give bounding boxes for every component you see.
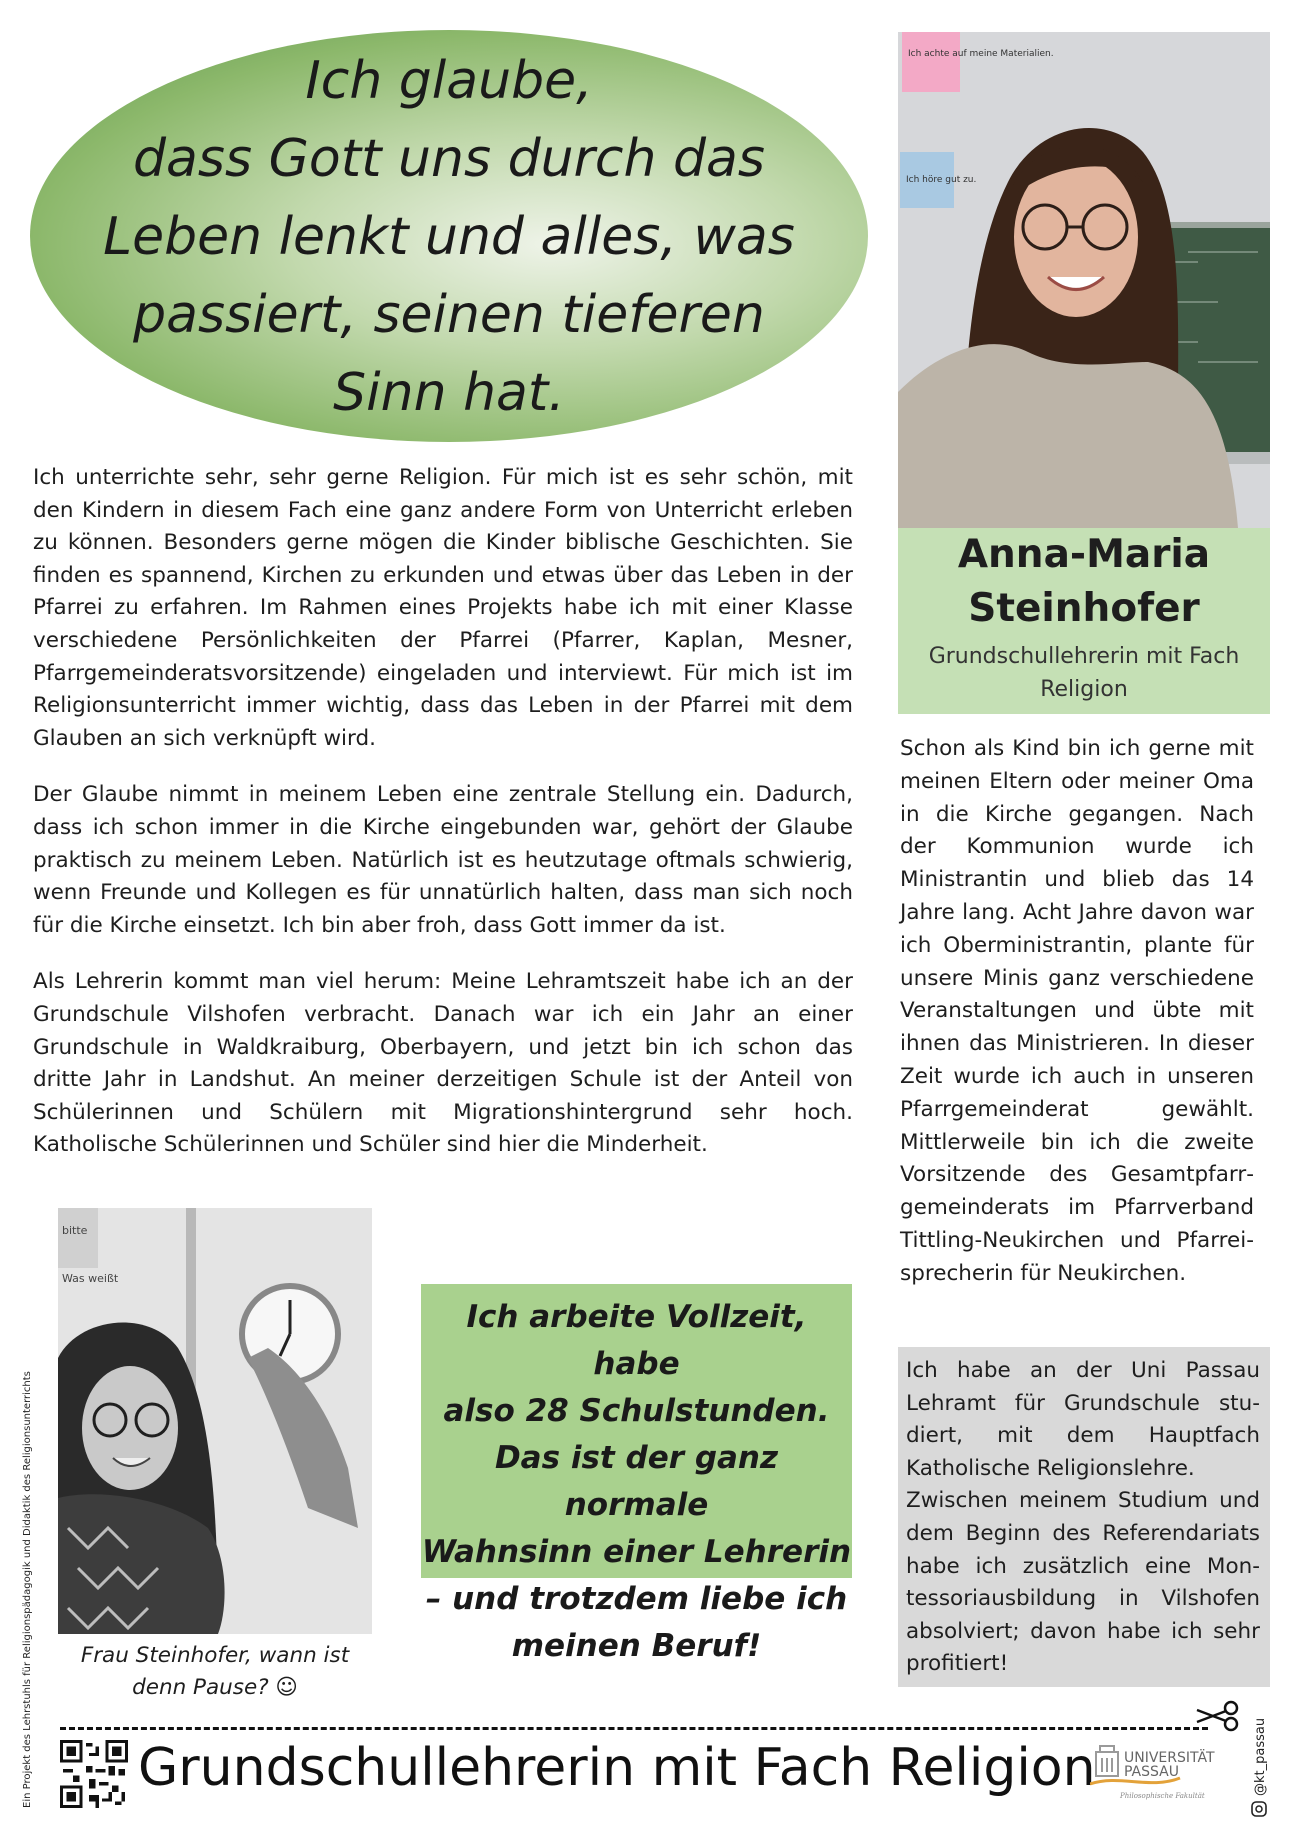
headline-quote (60, 42, 838, 432)
quote-line: passiert, seinen tieferen (133, 285, 765, 345)
university-name-1: UNIVERSITÄT (1124, 1750, 1215, 1766)
pink-note-text: Ich achte auf meine Materialien. (908, 49, 1054, 59)
quote-line: Ich glaube, (305, 51, 593, 111)
university-logo (1090, 1740, 1240, 1808)
highlight-line: Wahnsinn einer Lehrerin (421, 1534, 852, 1570)
profile-role: Grundschullehrerin mit Fach Religion (928, 644, 1240, 702)
education-text (906, 1355, 1260, 1681)
quote-line: Leben lenkt und alles, was (103, 207, 795, 267)
portrait-photo (898, 32, 1270, 528)
highlight-quote-box (421, 1284, 852, 1664)
main-article-text (33, 462, 853, 1186)
blue-note-text: Ich höre gut zu. (906, 175, 977, 185)
project-credit-vertical: Ein Projekt des Lehrstuhls für Religionspädagogik und Didaktik des Religionsunterrichts (22, 1371, 33, 1808)
sign-text-1: bitte (62, 1224, 88, 1237)
faculty-name: Philosophische Fakultät (1120, 1792, 1205, 1800)
highlight-line: Das ist der ganz normale (494, 1440, 779, 1523)
university-name-2: PASSAU (1124, 1764, 1179, 1780)
photo-caption: Frau Steinhofer, wann ist denn Pause? ☺ (80, 1643, 350, 1700)
profile-name-box (898, 528, 1270, 714)
quote-line: Sinn hat. (333, 363, 565, 423)
education-paragraph: Ich habe an der Uni Passau Lehramt für Grundschule studiert, mit dem Hauptfach Katholische Religionslehre. (906, 1358, 1260, 1481)
qr-code[interactable] (60, 1740, 128, 1808)
scissors-icon (1195, 1700, 1241, 1732)
clock-photo (58, 1208, 372, 1634)
education-box (898, 1347, 1270, 1687)
education-paragraph: Zwischen meinem Studium und dem Beginn des Referendariats habe ich zusätzlich eine Montessoriausbildung in Vilshofen absolviert; davon habe ich sehr profitiert! (906, 1488, 1260, 1677)
quote-line: dass Gott uns durch das (133, 129, 765, 189)
footer-title: Grundschullehrerin mit Fach Religion (138, 1738, 1096, 1798)
highlight-line: also 28 Schulstunden. (443, 1393, 830, 1429)
paragraph: Ich unterrichte sehr, sehr gerne Religion. Für mich ist es sehr schön, mit den Kindern in diesem Fach eine ganz andere Form von Unterricht erleben zu können. Besonders gerne mögen die Kinder biblische Geschichten. Sie finden es spannend, Kirchen zu erkunden und etwas über das Leben in der Pfarrei zu erfahren. Im Rahmen eines Projekts habe ich mit einer Klasse verschiedene Persönlichkeiten der Pfarrei (Pfarrer, Kaplan, Mesner, Pfarrgemeinderatsvorsitzende) eingeladen und interviewt. Für mich ist im Religionsunterricht immer wichtig, dass das Leben in der Pfarrei mit dem Glauben an sich verknüpft wird. (33, 465, 853, 751)
instagram-icon (1252, 1802, 1266, 1816)
first-name: Anna-Maria (957, 532, 1211, 577)
highlight-line: Ich arbeite Vollzeit, habe (466, 1299, 807, 1382)
instagram-handle[interactable] (1247, 1696, 1269, 1818)
highlight-quote (421, 1294, 852, 1670)
paragraph: Der Glaube nimmt in meinem Leben eine zentrale Stellung ein. Dadurch, dass ich schon immer in die Kirche eingebunden war, gehört der Glaube praktisch zu meinem Leben. Natürlich ist es heutzutage oftmals schwierig, wenn Freunde und Kollegen es für unnatürlich halten, dass man sich noch für die Kirche einsetzt. Ich bin aber froh, dass Gott immer da ist. (33, 782, 853, 938)
highlight-line: – und trotzdem liebe ich (425, 1581, 848, 1617)
instagram-handle-text: @kt_passau (1253, 1717, 1268, 1796)
highlight-line: meinen Beruf! (511, 1628, 762, 1664)
sign-text-2: Was weißt (62, 1272, 119, 1285)
paragraph: Als Lehrerin kommt man viel herum: Meine Lehramtszeit habe ich an der Grundschule Vilshofen verbracht. Danach war ich ein Jahr an einer Grundschule in Waldkraiburg, Oberbayern, und jetzt bin ich schon das dritte Jahr in Landshut. An meiner derzeitigen Schule ist der Anteil von Schülerinnen und Schülern mit Migrationshintergrund sehr hoch. Katholische Schülerinnen und Schüler sind hier die Minderheit. (33, 969, 853, 1158)
cut-line (60, 1727, 1208, 1730)
right-column-text: Schon als Kind bin ich gerne mit meinen Eltern oder meiner Oma in die Kirche gegangen. Nach der Kommunion wurde ich Ministrantin und blieb das 14 Jahre lang. Acht Jahre davon war ich Oberministrantin, plante für unsere Minis ganz verschiedene Veranstaltungen und übte mit ihnen das Ministrieren. In dieser Zeit wurde ich auch in unseren Pfarrgemeinderat gewählt. Mittlerweile bin ich die zweite Vorsitzende des Gesamtpfarrgemeinderats im Pfarrverband Tittling-Neukirchen und Pfarreisprecherin für Neukirchen. (900, 736, 1254, 1286)
profile-name (898, 528, 1270, 636)
last-name: Steinhofer (968, 586, 1200, 631)
